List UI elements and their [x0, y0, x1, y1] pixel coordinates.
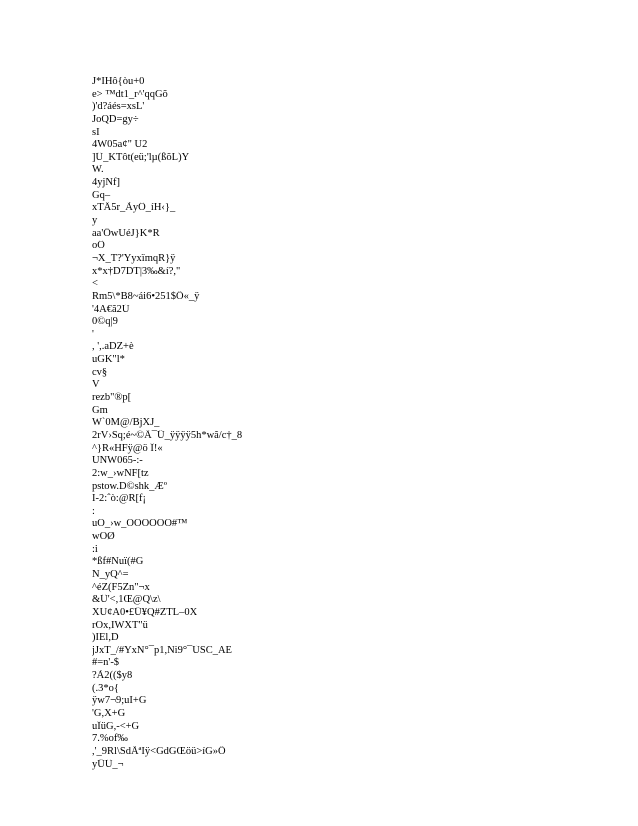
text-line: 2rV›Sq;é~©Ä¯Ü_ÿÿÿÿ5h*wã/c†_8: [92, 429, 243, 441]
text-line: ,'_9Rl\SdÅªIÿ<GdGŒöü>íG»Ö: [92, 745, 226, 757]
text-line: yÜÛ_¬: [92, 758, 124, 770]
text-line: rezb"®p[: [92, 392, 132, 404]
text-line: uÎüG,-<+G: [92, 720, 140, 732]
text-line: jJxT_/#YxN°¯p1,Ni9°¯ÙSC_AE: [92, 644, 232, 656]
text-line: Gq–: [92, 189, 111, 201]
text-line: rOx,IWXT"ü: [92, 619, 148, 631]
text-line: wOØ: [92, 531, 115, 543]
text-line: 4yjNf]: [92, 177, 120, 189]
text-line: )'d?áés=xsL': [92, 101, 145, 113]
text-line: V: [92, 379, 100, 391]
text-line: cv§: [92, 366, 108, 378]
text-line: aa'ÖwUéJ}K*R: [92, 227, 160, 239]
text-line: oÔ: [92, 240, 105, 252]
text-line: UNW065-:-: [92, 455, 143, 467]
text-line: 4W05a¢" U2: [92, 139, 148, 151]
text-line: :: [92, 505, 95, 517]
text-line: e> ™dt1_r^'qqGõ: [92, 88, 168, 100]
text-line: , ',.aDZ+è: [92, 341, 134, 353]
text-line: J*IHô{òu+0: [92, 76, 145, 87]
text-line: Rm5\*B8~ái6•251$Ö«_ÿ: [92, 290, 200, 302]
text-line: 0©q|9: [92, 316, 118, 328]
text-line: ^}R«HFÿ@ö Î!«: [92, 442, 163, 454]
text-line: 2:w_›wNF[tz: [92, 467, 149, 479]
text-line: XU¢A0•£Ü¥Q#ZTL–0X: [92, 606, 198, 618]
text-line: xTÄ5r_ÃyÔ_íH‹}_: [92, 202, 176, 214]
text-line: uGK"l*: [92, 354, 125, 366]
text-line: ': [92, 328, 94, 340]
text-line: (.3*o{: [92, 682, 119, 694]
text-line: W.: [92, 164, 104, 176]
text-line: sI: [92, 126, 100, 138]
text-line: uO_›w_OOOOOO#™: [92, 518, 188, 530]
text-line: )IEl,D: [92, 632, 119, 644]
text-line: #=n'-$: [92, 657, 120, 669]
text-line: 7.%of‰: [92, 733, 128, 745]
text-line: x*x†D7DT|3‰&í?,": [92, 265, 181, 277]
text-line: pstow.D©shk_Æº: [92, 480, 168, 492]
text-line: ^éZ(F5Zn"¬x: [92, 581, 150, 593]
text-line: N_yQ^=: [92, 568, 129, 580]
text-line: '4A€ã2Ú: [92, 303, 130, 315]
text-line: :i: [92, 543, 98, 555]
text-line: W`0M@/BjXJ_: [92, 417, 160, 429]
text-line: ?Ã2(($y8: [92, 670, 133, 682]
text-line: ]Û_KTôt(eü;'lµ(ßõL)Y: [92, 151, 190, 163]
text-line: <: [92, 278, 98, 290]
text-line: y: [92, 215, 98, 227]
text-line: I-2:ˆò:@R[f¡: [92, 493, 146, 505]
text-line: ¬X_T?'YyxïmqR}ÿ: [92, 252, 176, 264]
text-line: *ßf#Nuï(#G: [92, 556, 144, 568]
text-line: ÿw7¬9;uI+G: [92, 695, 147, 707]
text-line: JoQD=gy÷: [92, 113, 139, 125]
text-line: Gm: [92, 404, 108, 416]
text-line: 'G,X+G: [92, 708, 126, 720]
text-line: &Û'<,1Œ@Q\z\: [92, 594, 161, 606]
document-text-block: [92, 76, 572, 771]
